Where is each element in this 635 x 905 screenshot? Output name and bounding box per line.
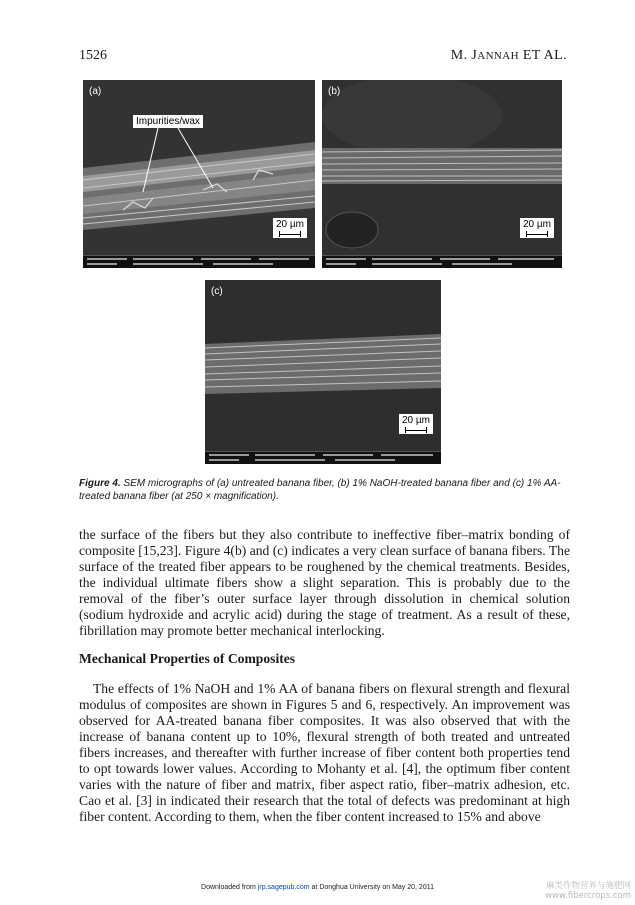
download-footer: [0, 884, 635, 891]
sem-image-c: [205, 280, 441, 452]
sem-panel-c: [205, 280, 441, 464]
watermark-line-2: www.fibercrops.com: [545, 891, 631, 901]
scale-bar-b: [520, 218, 554, 238]
scale-bar-a: [273, 218, 307, 238]
body-paragraph-1: the surface of the fibers but they also contribute to ineffective fiber–matrix bonding of composite [15,23]. Figure 4(b) and (c) indicates a very clean surface of banana fibers. The surface of the treated fiber appears to be roughened by the chemical treatments. Besides, the individual ultimate fibers show a slight separation. This is probably due to the removal of the fiber’s outer surface layer through dissolution in chemical solution (sodium hydroxide and acrylic acid) during the stage of treatment. As a result of these, fibrillation may promote better mechanical interlocking.: [79, 527, 570, 638]
sem-info-strip-c: [205, 451, 441, 464]
section-heading: Mechanical Properties of Composites: [79, 651, 296, 666]
scale-bar-c: [399, 414, 433, 434]
sem-image-b: [322, 80, 562, 256]
scale-label-a: 20 µm: [276, 219, 304, 230]
figure-label: Figure 4.: [79, 478, 121, 489]
panel-label-b: (b): [328, 86, 341, 97]
sem-image-a: [83, 80, 315, 256]
scale-bar-marker-a: [279, 231, 301, 237]
running-head-smallcaps: ANNAH: [477, 50, 519, 62]
watermark-line-1: 麻类作物营养与施肥网: [545, 881, 631, 891]
page-header: [79, 48, 567, 68]
scale-bar-marker-b: [526, 231, 548, 237]
sem-info-strip-a: [83, 255, 315, 268]
impurities-annotation: Impurities/wax: [133, 115, 203, 128]
sem-panel-b: [322, 80, 562, 268]
scale-label-b: 20 µm: [523, 219, 551, 230]
footer-prefix: Downloaded from: [201, 884, 258, 891]
figure-caption: [79, 478, 569, 503]
panel-label-c: (c): [211, 286, 223, 297]
footer-link[interactable]: jrp.sagepub.com: [257, 884, 310, 891]
footer-suffix: at Donghua University on May 20, 2011: [309, 884, 434, 891]
running-head-tail: ET AL.: [518, 48, 567, 63]
running-head-main: M. J: [450, 48, 478, 63]
watermark: [545, 881, 631, 901]
panel-label-a: (a): [89, 86, 102, 97]
scale-label-c: 20 µm: [402, 415, 430, 426]
sem-info-strip-b: [322, 255, 562, 268]
figure-caption-text: SEM micrographs of (a) untreated banana fiber, (b) 1% NaOH-treated banana fiber and (c) 1% AA-treated banana fiber (at 250 × magnification).: [79, 478, 561, 502]
running-head: [451, 48, 567, 64]
body-paragraph-2: The effects of 1% NaOH and 1% AA of banana fibers on flexural strength and flexural modulus of composites are shown in Figures 5 and 6, respectively. An improvement was observed for AA-treated banana fiber composites. It was also observed that with the increase of banana content up to 10%, flexural strength of both treated and untreated fibers increases, and thereafter with further increase of fiber content both properties tend to opt towards lower values. According to Mohanty et al. [4], the optimum fiber content varies with the nature of fiber and matrix, fiber aspect ratio, fiber–matrix adhesion, etc. Cao et al. [3] in indicated their research that the total of defects was predominant at high fiber content. According to them, when the fiber content increased to 15% and above: [79, 681, 570, 824]
page-number: 1526: [79, 48, 107, 63]
sem-panel-a: [83, 80, 315, 268]
scale-bar-marker-c: [405, 427, 427, 433]
